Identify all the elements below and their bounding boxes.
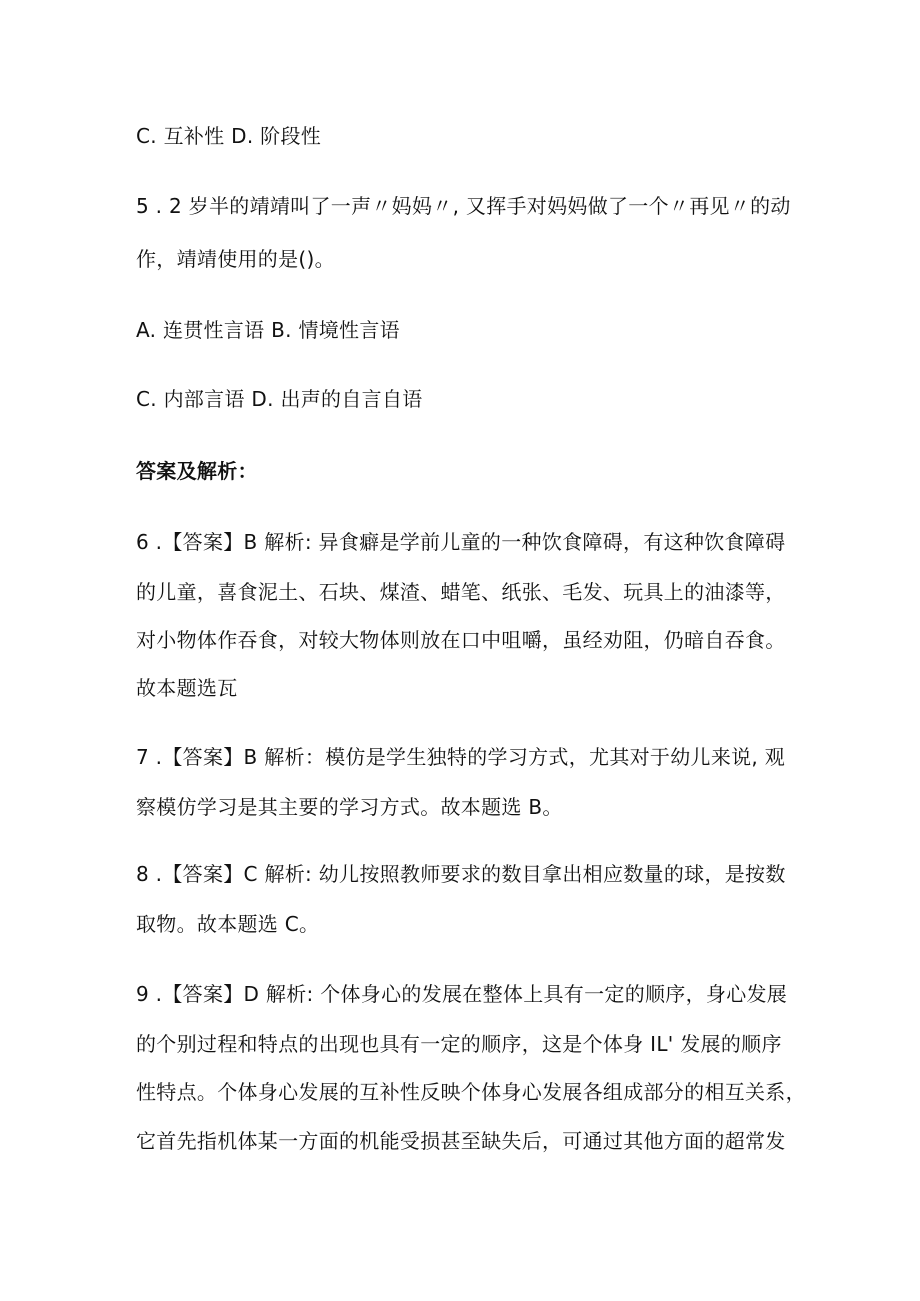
option-line-5ab: A. 连贯性言语 B. 情境性言语 <box>136 318 400 342</box>
answer-6-line-4: 故本题选瓦 <box>136 676 238 700</box>
answer-9-line-4: 它首先指机体某一方面的机能受损甚至缺失后，可通过其他方面的超常发 <box>136 1129 786 1153</box>
answer-9-line-1: 9 .【答案】D 解析: 个体身心的发展在整体上具有一定的顺序，身心发展 <box>136 982 788 1006</box>
answer-7-line-1: 7 .【答案】B 解析：模仿是学生独特的学习方式，尤其对于幼儿来说, 观 <box>136 745 786 769</box>
question-5-line-2: 作，靖靖使用的是()。 <box>136 247 335 271</box>
answer-6-line-2: 的儿童，喜食泥土、石块、煤渣、蜡笔、纸张、毛发、玩具上的油漆等， <box>136 580 786 604</box>
answer-6-line-3: 对小物体作吞食，对较大物体则放在口中咀嚼，虽经劝阻，仍暗自吞食。 <box>136 628 786 652</box>
answer-9-line-2: 的个别过程和特点的出现也具有一定的顺序，这是个体身 IL' 发展的顺序 <box>136 1032 782 1056</box>
answer-7-line-2: 察模仿学习是其主要的学习方式。故本题选 B。 <box>136 795 563 819</box>
option-line-4cd: C. 互补性 D. 阶段性 <box>136 124 322 148</box>
answer-6-line-1: 6 .【答案】B 解析: 异食癖是学前儿童的一种饮食障碍，有这种饮食障碍 <box>136 530 786 554</box>
question-5-line-1: 5 . 2 岁半的靖靖叫了一声〃妈妈〃, 又挥手对妈妈做了一个〃再见〃的动 <box>136 194 791 218</box>
answers-heading: 答案及解析： <box>136 459 258 483</box>
answer-8-line-1: 8 .【答案】C 解析: 幼儿按照教师要求的数目拿出相应数量的球，是按数 <box>136 862 786 886</box>
answer-9-line-3: 性特点。个体身心发展的互补性反映个体身心发展各组成部分的相互关系， <box>136 1080 806 1104</box>
answer-8-line-2: 取物。故本题选 C。 <box>136 912 320 936</box>
option-line-5cd: C. 内部言语 D. 出声的自言自语 <box>136 387 423 411</box>
